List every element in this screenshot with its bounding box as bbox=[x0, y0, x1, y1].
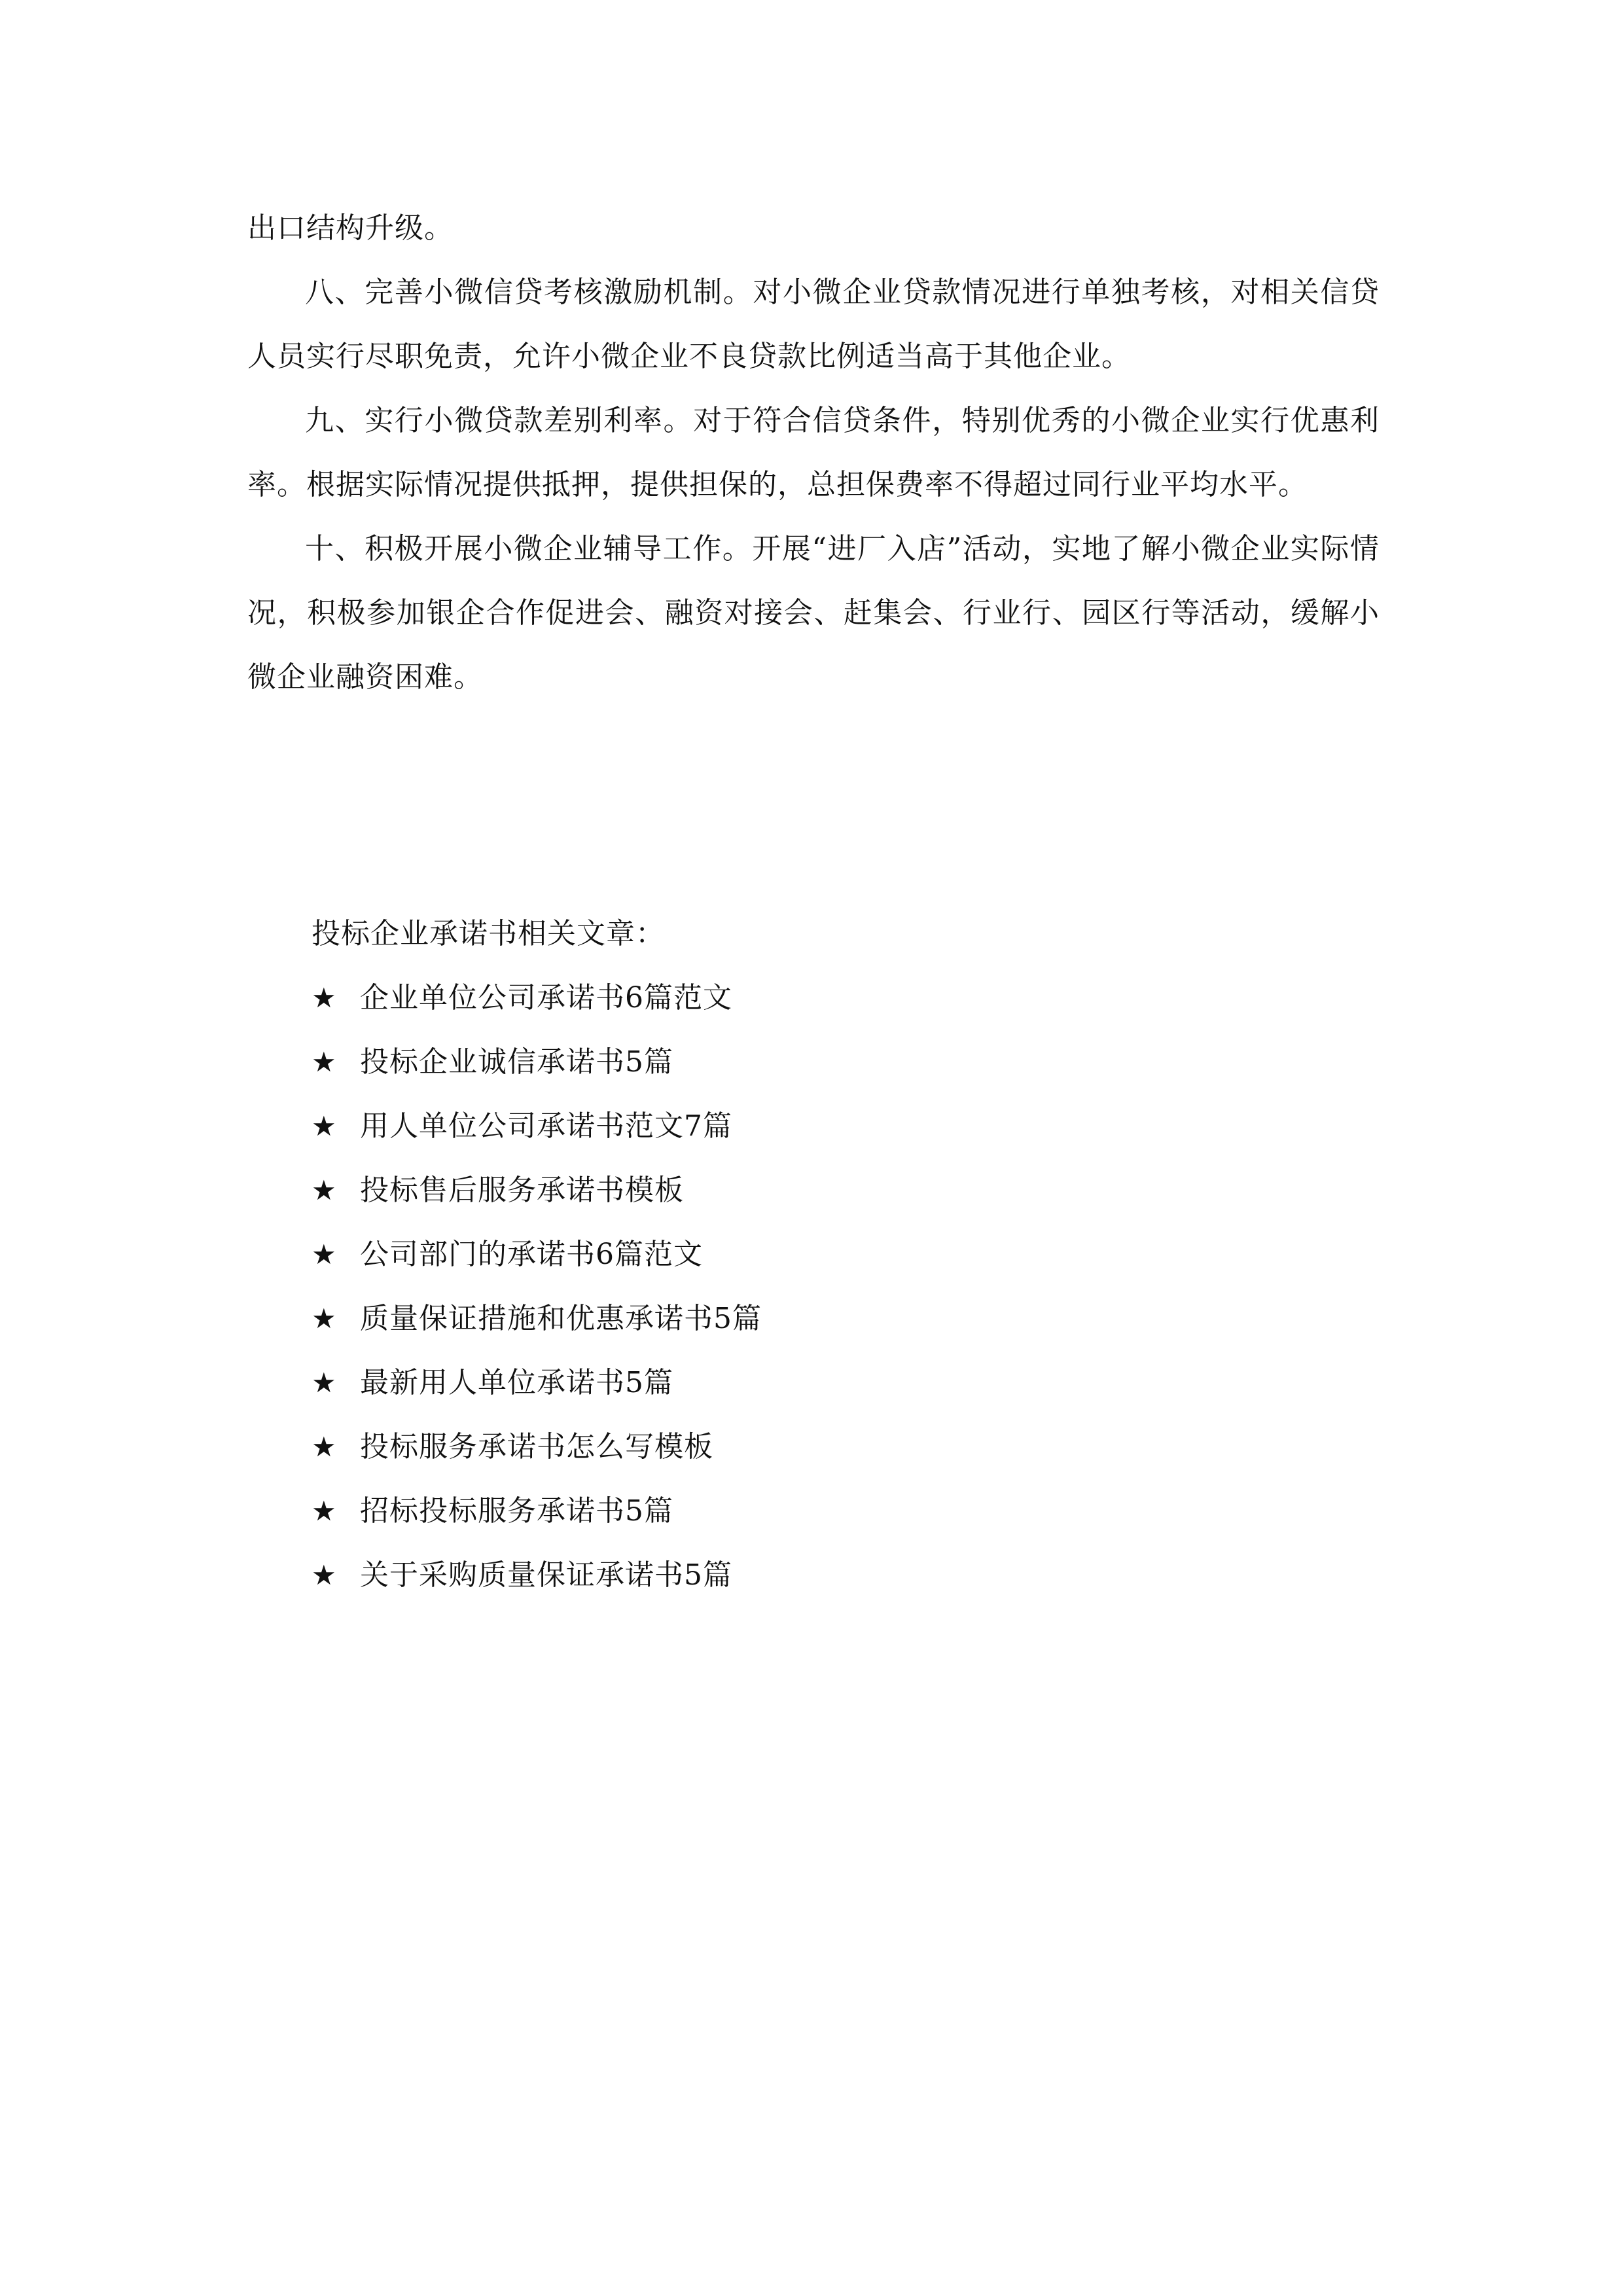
related-articles bbox=[312, 902, 1293, 1607]
related-article-title[interactable]: 投标企业诚信承诺书5篇 bbox=[360, 1045, 673, 1079]
related-article-title[interactable]: 公司部门的承诺书6篇范文 bbox=[360, 1238, 703, 1271]
star-icon: ★ bbox=[312, 1495, 337, 1527]
related-article-title[interactable]: 最新用人单位承诺书5篇 bbox=[360, 1366, 673, 1399]
related-article-link[interactable] bbox=[312, 1094, 1293, 1158]
related-article-title[interactable]: 企业单位公司承诺书6篇范文 bbox=[360, 981, 732, 1014]
related-article-title[interactable]: 用人单位公司承诺书范文7篇 bbox=[360, 1109, 732, 1143]
related-article-link[interactable] bbox=[312, 1030, 1293, 1094]
star-icon: ★ bbox=[312, 1238, 337, 1270]
paragraph-item-9: 九、实行小微贷款差别利率。对于符合信贷条件，特别优秀的小微企业实行优惠利率。根据实际情况提供抵押，提供担保的，总担保费率不得超过同行业平均水平。 bbox=[247, 404, 1380, 501]
related-article-title[interactable]: 招标投标服务承诺书5篇 bbox=[360, 1494, 673, 1528]
star-icon: ★ bbox=[312, 1302, 337, 1335]
related-article-link[interactable] bbox=[312, 1223, 1293, 1287]
star-icon: ★ bbox=[312, 1431, 337, 1463]
related-articles-heading: 投标企业承诺书相关文章： bbox=[312, 917, 665, 950]
star-icon: ★ bbox=[312, 1110, 337, 1142]
related-article-title[interactable]: 投标服务承诺书怎么写模板 bbox=[360, 1430, 713, 1463]
related-article-title[interactable]: 关于采购质量保证承诺书5篇 bbox=[360, 1558, 732, 1592]
related-article-link[interactable] bbox=[312, 1287, 1293, 1351]
paragraph-item-10: 十、积极开展小微企业辅导工作。开展“进厂入店”活动，实地了解小微企业实际情况，积极参加银企合作促进会、融资对接会、赶集会、行业行、园区行等活动，缓解小微企业融资困难。 bbox=[247, 532, 1380, 694]
related-article-title[interactable]: 投标售后服务承诺书模板 bbox=[360, 1174, 684, 1207]
paragraph-continuation: 出口结构升级。 bbox=[247, 211, 454, 245]
related-article-link[interactable] bbox=[312, 1158, 1293, 1223]
star-icon: ★ bbox=[312, 982, 337, 1014]
related-article-link[interactable] bbox=[312, 1543, 1293, 1607]
related-article-link[interactable] bbox=[312, 1415, 1293, 1479]
related-articles-list bbox=[312, 966, 1293, 1607]
related-article-link[interactable] bbox=[312, 1351, 1293, 1415]
star-icon: ★ bbox=[312, 1174, 337, 1206]
related-article-title[interactable]: 质量保证措施和优惠承诺书5篇 bbox=[360, 1302, 762, 1335]
paragraph-item-8: 八、完善小微信贷考核激励机制。对小微企业贷款情况进行单独考核，对相关信贷人员实行尽职免责，允许小微企业不良贷款比例适当高于其他企业。 bbox=[247, 276, 1380, 373]
related-article-link[interactable] bbox=[312, 1479, 1293, 1543]
star-icon: ★ bbox=[312, 1559, 337, 1591]
article-body bbox=[247, 196, 1380, 709]
star-icon: ★ bbox=[312, 1367, 337, 1399]
related-article-link[interactable] bbox=[312, 966, 1293, 1030]
star-icon: ★ bbox=[312, 1046, 337, 1078]
